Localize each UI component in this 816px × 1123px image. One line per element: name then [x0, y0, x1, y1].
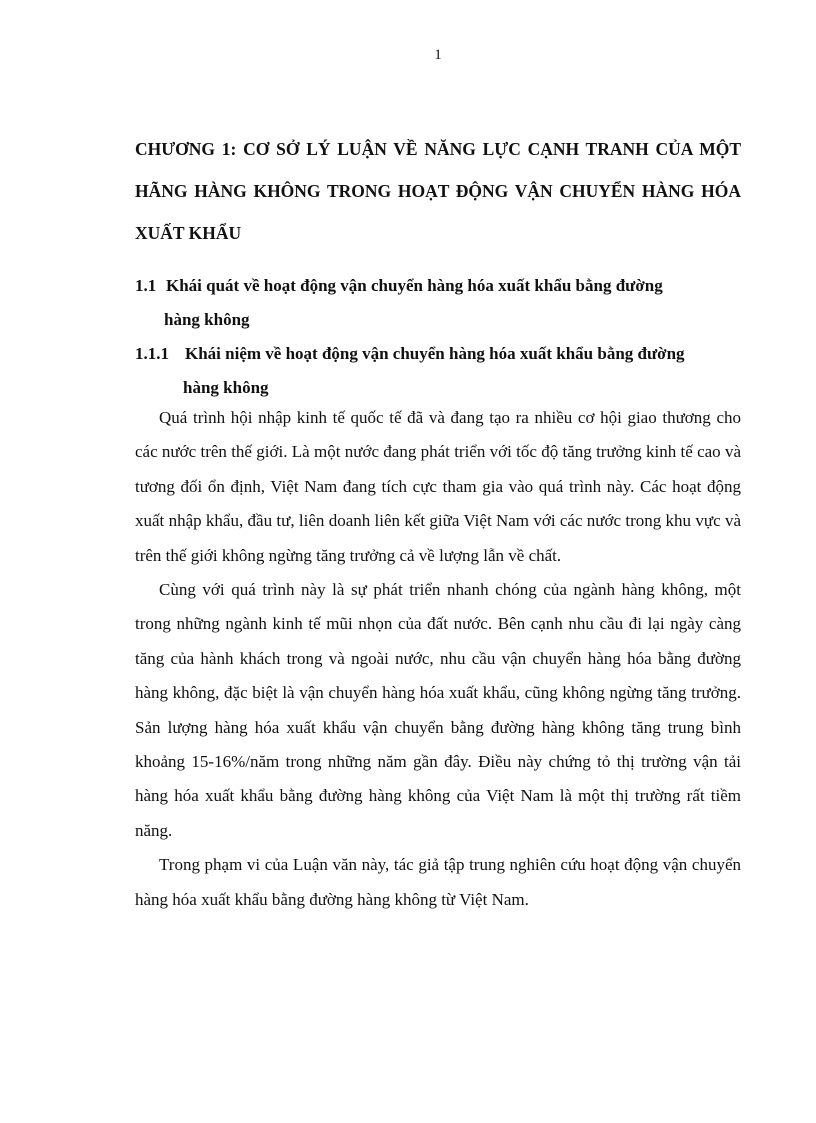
paragraph: Trong phạm vi của Luận văn này, tác giả tập trung nghiên cứu hoạt động vận chuyển hàng hóa xuất khẩu bằng đường hàng không từ Việt Nam.: [135, 855, 741, 909]
body-text: [135, 401, 741, 917]
subsection-number: 1.1.1: [135, 344, 169, 363]
chapter-title: CHƯƠNG 1: CƠ SỞ LÝ LUẬN VỀ NĂNG LỰC CẠNH TRANH CỦA MỘT HÃNG HÀNG KHÔNG TRONG HOẠT ĐỘNG VẬN CHUYỂN HÀNG HÓA XUẤT KHẨU: [135, 139, 741, 243]
section-heading-1-1: [135, 269, 741, 337]
section-number: 1.1: [135, 276, 157, 295]
subsection-title-line1: Khái niệm về hoạt động vận chuyển hàng hóa xuất khẩu bằng đường: [185, 344, 685, 363]
section-title-line1: Khái quát về hoạt động vận chuyển hàng hóa xuất khẩu bằng đường: [166, 276, 663, 295]
paragraph: Cùng với quá trình này là sự phát triển nhanh chóng của ngành hàng không, một trong những ngành kinh tế mũi nhọn của đất nước. Bên cạnh nhu cầu đi lại ngày càng tăng của hành khách trong và ngoài nước, nhu cầu vận chuyển hàng hóa bằng đường hàng không, đặc biệt là vận chuyển hàng hóa xuất khẩu, cũng không ngừng tăng trưởng. Sản lượng hàng hóa xuất khẩu vận chuyển bằng đường hàng không tăng trung bình khoảng 15-16%/năm trong những năm gần đây. Điều này chứng tỏ thị trường vận tải hàng hóa xuất khẩu bằng đường hàng không của Việt Nam là một thị trường rất tiềm năng.: [135, 580, 741, 840]
paragraph: Quá trình hội nhập kinh tế quốc tế đã và đang tạo ra nhiều cơ hội giao thương cho các nước trên thế giới. Là một nước đang phát triển với tốc độ tăng trưởng kinh tế cao và tương đối ổn định, Việt Nam đang tích cực tham gia vào quá trình này. Các hoạt động xuất nhập khẩu, đầu tư, liên doanh liên kết giữa Việt Nam với các nước trong khu vực và trên thế giới không ngừng tăng trưởng cả về lượng lẫn về chất.: [135, 408, 741, 565]
page-number: 1: [434, 47, 442, 63]
section-heading-1-1-1: [135, 337, 741, 405]
section-title-line2: hàng không: [164, 310, 250, 329]
subsection-title-line2: hàng không: [183, 378, 269, 397]
